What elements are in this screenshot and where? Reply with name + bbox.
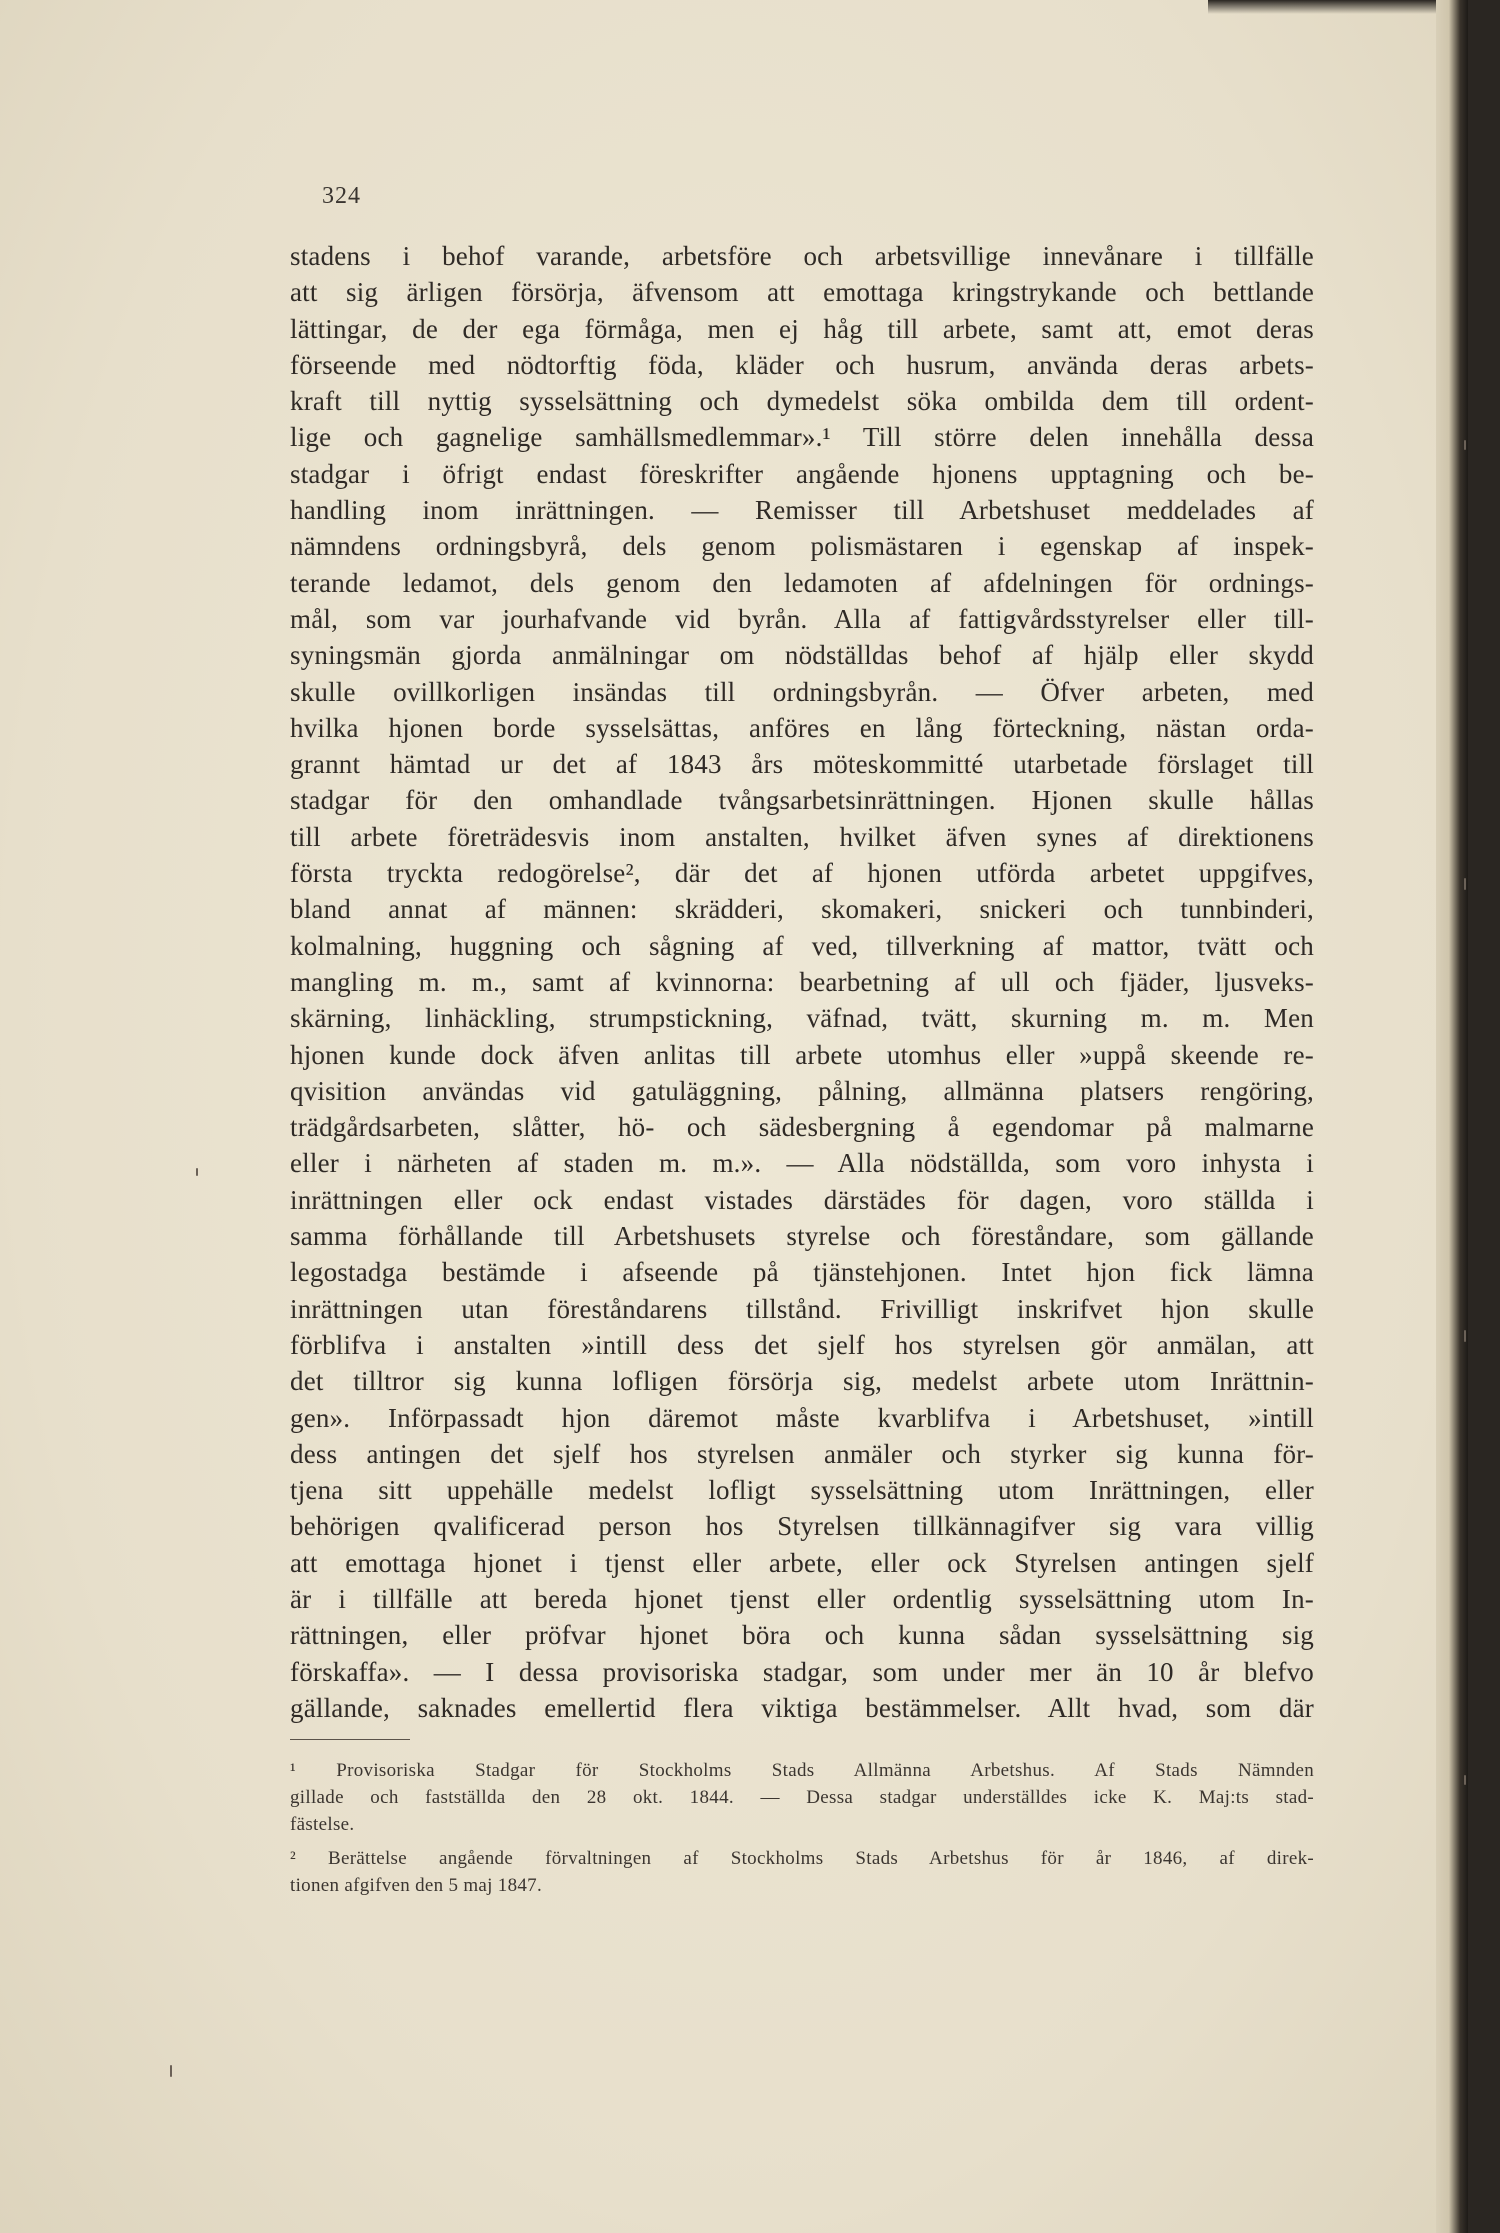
page-speck xyxy=(1464,440,1466,450)
page-speck xyxy=(196,1168,198,1176)
footnote-line: fästelse. xyxy=(290,1813,355,1835)
text-line: gen». Införpassadt hjon däremot måste kvarblifva i Arbetshuset, »intill xyxy=(290,1402,1314,1433)
text-line: mål, som var jourhafvande vid byrån. Alla af fattigvårdsstyrelser eller till- xyxy=(290,603,1314,634)
text-line: inrättningen utan föreståndarens tillstånd. Frivilligt inskrifvet hjon skulle xyxy=(290,1293,1314,1324)
page-number: 324 xyxy=(322,183,361,209)
text-line: kolmalning, huggning och sågning af ved, tillverkning af mattor, tvätt och xyxy=(290,930,1314,961)
footnote-separator xyxy=(290,1739,410,1740)
text-line: syningsmän gjorda anmälningar om nödställdas behof af hjälp eller skydd xyxy=(290,640,1314,671)
footnote-line: gillade och fastställda den 28 okt. 1844. — Dessa stadgar underställdes icke K. Maj:ts stad- xyxy=(290,1786,1314,1808)
footnote-line: tionen afgifven den 5 maj 1847. xyxy=(290,1875,543,1897)
footnote xyxy=(290,1758,1314,1838)
text-line: grannt hämtad ur det af 1843 års möteskommitté utarbetade förslaget till xyxy=(290,749,1314,780)
text-line: bland annat af männen: skrädderi, skomakeri, snickeri och tunnbinderi, xyxy=(290,894,1314,925)
page-speck xyxy=(170,2065,172,2077)
text-line: tjena sitt uppehälle medelst lofligt sysselsättning utom Inrättningen, eller xyxy=(290,1475,1314,1506)
text-line: förseende med nödtorftig föda, kläder och husrum, använda deras arbets- xyxy=(290,349,1314,380)
text-line: eller i närheten af staden m. m.». — Alla nödställda, som voro inhysta i xyxy=(290,1148,1314,1179)
page-speck xyxy=(1464,1330,1466,1342)
page-speck xyxy=(1464,1775,1466,1785)
text-line: mangling m. m., samt af kvinnorna: bearbetning af ull och fjäder, ljusveks- xyxy=(290,966,1314,997)
binding-shadow-top xyxy=(1208,0,1468,14)
footnote-line: ¹ Provisoriska Stadgar för Stockholms Stads Allmänna Arbetshus. Af Stads Nämnden xyxy=(290,1760,1314,1781)
text-line: stadgar för den omhandlade tvångsarbetsinrättningen. Hjonen skulle hållas xyxy=(290,785,1314,816)
text-line: gällande, saknades emellertid flera viktiga bestämmelser. Allt hvad, som där xyxy=(290,1692,1314,1723)
text-line: lige och gagnelige samhällsmedlemmar».¹ Till större delen innehålla dessa xyxy=(290,422,1314,453)
text-line: förblifva i anstalten »intill dess det sjelf hos styrelsen gör anmälan, att xyxy=(290,1329,1314,1360)
text-line: lättingar, de der ega förmåga, men ej håg till arbete, samt att, emot deras xyxy=(290,313,1314,344)
footnote-line: ² Berättelse angående förvaltningen af Stockholms Stads Arbetshus för år 1846, af direk- xyxy=(290,1848,1314,1870)
text-line: qvisition användas vid gatuläggning, pålning, allmänna platsers rengöring, xyxy=(290,1075,1314,1106)
text-line: stadgar i öfrigt endast föreskrifter angående hjonens upptagning och be- xyxy=(290,458,1314,489)
footnote-gap xyxy=(290,1838,1314,1846)
footnote xyxy=(290,1846,1314,1900)
text-line: stadens i behof varande, arbetsföre och arbetsvillige innevånare i tillfälle xyxy=(290,241,1314,271)
text-line: skulle ovillkorligen insändas till ordningsbyrån. — Öfver arbeten, med xyxy=(290,676,1314,707)
page-speck xyxy=(1464,878,1466,890)
text-line: första tryckta redogörelse², där det af hjonen utförda arbetet uppgifves, xyxy=(290,858,1314,889)
text-line: till arbete företrädesvis inom anstalten, hvilket äfven synes af direktionens xyxy=(290,821,1314,852)
text-line: handling inom inrättningen. — Remisser till Arbetshuset meddelades af xyxy=(290,495,1314,526)
text-line: är i tillfälle att bereda hjonet tjenst eller ordentlig sysselsättning utom In- xyxy=(290,1583,1314,1614)
text-line: terande ledamot, dels genom den ledamoten af afdelningen för ordnings- xyxy=(290,567,1314,598)
text-line: behörigen qvalificerad person hos Styrelsen tillkännagifver sig vara villig xyxy=(290,1511,1314,1542)
text-line: legostadga bestämde i afseende på tjänstehjonen. Intet hjon fick lämna xyxy=(290,1257,1314,1288)
text-line: samma förhållande till Arbetshusets styrelse och föreståndare, som gällande xyxy=(290,1221,1314,1252)
text-line: att sig ärligen försörja, äfvensom att emottaga kringstrykande och bettlande xyxy=(290,277,1314,308)
text-line: hjonen kunde dock äfven anlitas till arbete utomhus eller »uppå skeende re- xyxy=(290,1039,1314,1070)
body-text xyxy=(290,238,1314,1726)
text-line: kraft till nyttig sysselsättning och dymedelst söka ombilda dem till ordent- xyxy=(290,386,1314,417)
text-line: hvilka hjonen borde sysselsättas, anföres en lång förteckning, nästan orda- xyxy=(290,712,1314,743)
text-line: dess antingen det sjelf hos styrelsen anmäler och styrker sig kunna för- xyxy=(290,1438,1314,1469)
book-binding-edge xyxy=(1436,0,1468,2233)
text-line: skärning, linhäckling, strumpstickning, väfnad, tvätt, skurning m. m. Men xyxy=(290,1003,1314,1034)
text-line: rättningen, eller pröfvar hjonet böra och kunna sådan sysselsättning sig xyxy=(290,1620,1314,1651)
text-line: inrättningen eller ock endast vistades därstädes för dagen, voro ställda i xyxy=(290,1184,1314,1215)
footnotes xyxy=(290,1758,1314,1900)
text-line: nämndens ordningsbyrå, dels genom polismästaren i egenskap af inspek- xyxy=(290,531,1314,562)
text-line: förskaffa». — I dessa provisoriska stadgar, som under mer än 10 år blefvo xyxy=(290,1656,1314,1687)
text-line: trädgårdsarbeten, slåtter, hö- och sädesbergning å egendomar på malmarne xyxy=(290,1112,1314,1143)
text-line: det tilltror sig kunna lofligen försörja sig, medelst arbete utom Inrättnin- xyxy=(290,1366,1314,1397)
text-line: att emottaga hjonet i tjenst eller arbete, eller ock Styrelsen antingen sjelf xyxy=(290,1547,1314,1578)
